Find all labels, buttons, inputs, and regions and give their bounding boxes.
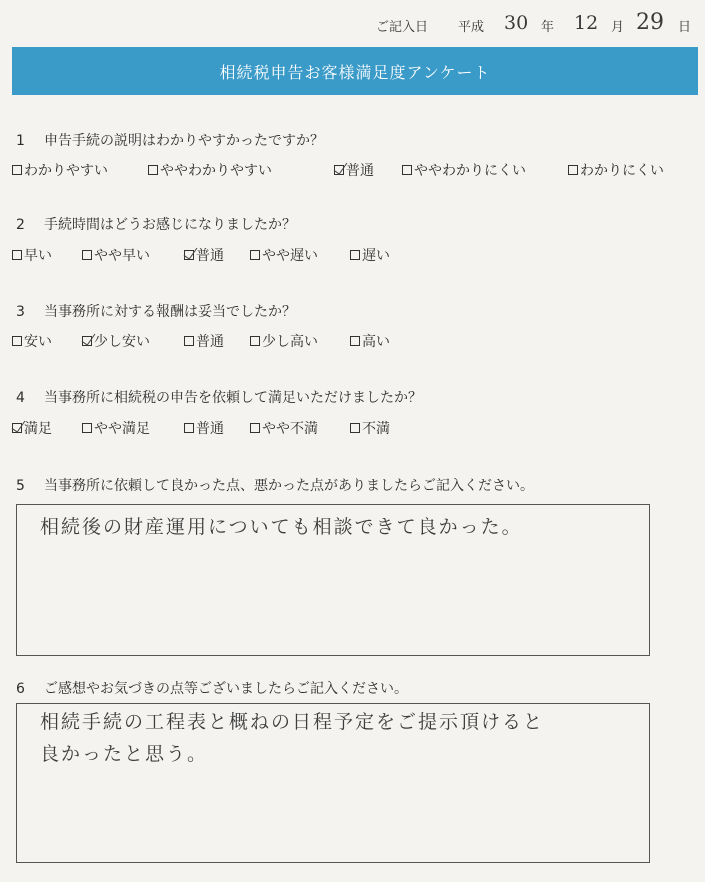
question-text: 当事務所に相続税の申告を依頼して満足いただけましたか？ xyxy=(44,390,422,406)
question-number: 1 xyxy=(16,133,25,149)
option-yaya-fuman[interactable] xyxy=(250,418,318,438)
answer-text-line-2: 良かったと思う。 xyxy=(40,743,209,765)
checkbox[interactable] xyxy=(12,336,22,346)
option-label: 普通 xyxy=(196,334,224,350)
entry-year: 30 xyxy=(504,12,529,34)
option-takai[interactable] xyxy=(350,331,390,351)
entry-date-label: ご記入日 xyxy=(376,20,429,35)
checkbox[interactable] xyxy=(82,250,92,260)
option-label: ややわかりやすい xyxy=(160,163,272,179)
checkbox[interactable] xyxy=(82,423,92,433)
option-label: ややわかりにくい xyxy=(414,163,526,179)
option-yasui[interactable] xyxy=(12,331,52,351)
month-unit: 月 xyxy=(611,20,625,35)
question-1 xyxy=(16,130,324,150)
bracket-left xyxy=(16,703,25,863)
option-label: 少し高い xyxy=(262,334,318,350)
option-label: 普通 xyxy=(346,163,374,179)
option-label: 普通 xyxy=(196,421,224,437)
checkbox[interactable] xyxy=(402,165,412,175)
era-label: 平成 xyxy=(458,20,485,35)
question-number: 2 xyxy=(16,217,25,233)
option-futsu[interactable] xyxy=(184,418,224,438)
checkbox[interactable] xyxy=(350,250,360,260)
option-label: 安い xyxy=(24,334,52,350)
option-sukoshi-yasui[interactable] xyxy=(82,331,150,351)
question-number: 3 xyxy=(16,304,25,320)
question-2 xyxy=(16,214,296,234)
bracket-right xyxy=(641,504,650,656)
year-unit: 年 xyxy=(541,20,555,35)
question-text: 当事務所に依頼して良かった点、悪かった点がありましたらご記入ください。 xyxy=(44,478,534,494)
checkbox[interactable] xyxy=(12,250,22,260)
option-yaya-wakarinikui[interactable] xyxy=(402,160,526,180)
checkbox[interactable] xyxy=(250,250,260,260)
question-number: 5 xyxy=(16,478,25,494)
bracket-left xyxy=(16,504,25,656)
checkbox[interactable] xyxy=(12,165,22,175)
option-yaya-osoi[interactable] xyxy=(250,245,318,265)
checkbox[interactable] xyxy=(568,165,578,175)
option-label: やや不満 xyxy=(262,421,318,437)
option-fuman[interactable] xyxy=(350,418,390,438)
entry-date xyxy=(366,10,696,38)
question-5 xyxy=(16,475,534,495)
question-number: 4 xyxy=(16,390,25,406)
question-text: 手続時間はどうお感じになりましたか？ xyxy=(44,217,296,233)
option-label: わかりやすい xyxy=(24,163,108,179)
checkbox[interactable] xyxy=(184,336,194,346)
option-label: やや満足 xyxy=(94,421,150,437)
answer-text-line-1: 相続手続の工程表と概ねの日程予定をご提示頂けると xyxy=(40,711,545,733)
checkbox[interactable] xyxy=(350,336,360,346)
question-text: 申告手続の説明はわかりやすかったですか？ xyxy=(44,133,324,149)
day-unit: 日 xyxy=(678,20,692,35)
checkbox-checked[interactable] xyxy=(334,165,344,175)
option-yaya-hayai[interactable] xyxy=(82,245,150,265)
question-4 xyxy=(16,387,422,407)
checkbox[interactable] xyxy=(250,423,260,433)
question-text: ご感想やお気づきの点等ございましたらご記入ください。 xyxy=(44,681,408,697)
option-futsu[interactable] xyxy=(184,245,224,265)
option-label: 満足 xyxy=(24,421,52,437)
option-label: 不満 xyxy=(362,421,390,437)
option-label: やや早い xyxy=(94,248,150,264)
option-wakarinikui[interactable] xyxy=(568,160,664,180)
option-manzoku[interactable] xyxy=(12,418,52,438)
option-hayai[interactable] xyxy=(12,245,52,265)
option-label: 少し安い xyxy=(94,334,150,350)
option-label: わかりにくい xyxy=(580,163,664,179)
checkbox-checked[interactable] xyxy=(12,423,22,433)
option-sukoshi-takai[interactable] xyxy=(250,331,318,351)
checkbox[interactable] xyxy=(350,423,360,433)
survey-title-banner xyxy=(12,47,698,95)
checkbox-checked[interactable] xyxy=(184,250,194,260)
entry-day: 29 xyxy=(636,10,664,35)
option-futsu[interactable] xyxy=(334,160,374,180)
option-futsu[interactable] xyxy=(184,331,224,351)
option-label: 高い xyxy=(362,334,390,350)
question-3 xyxy=(16,301,296,321)
option-yaya-wakariyasui[interactable] xyxy=(148,160,272,180)
survey-title: 相続税申告お客様満足度アンケート xyxy=(219,62,491,82)
answer-text: 相続後の財産運用についても相談できて良かった。 xyxy=(40,516,523,538)
answer-box-good-bad-points[interactable] xyxy=(18,504,648,656)
option-osoi[interactable] xyxy=(350,245,390,265)
option-wakariyasui[interactable] xyxy=(12,160,108,180)
question-6 xyxy=(16,678,408,698)
option-yaya-manzoku[interactable] xyxy=(82,418,150,438)
option-label: 普通 xyxy=(196,248,224,264)
answer-box-impressions[interactable] xyxy=(18,703,648,863)
question-number: 6 xyxy=(16,681,25,697)
entry-month: 12 xyxy=(574,12,599,34)
bracket-right xyxy=(641,703,650,863)
option-label: 遅い xyxy=(362,248,390,264)
question-text: 当事務所に対する報酬は妥当でしたか？ xyxy=(44,304,296,320)
checkbox[interactable] xyxy=(250,336,260,346)
option-label: 早い xyxy=(24,248,52,264)
option-label: やや遅い xyxy=(262,248,318,264)
checkbox-checked[interactable] xyxy=(82,336,92,346)
checkbox[interactable] xyxy=(148,165,158,175)
checkbox[interactable] xyxy=(184,423,194,433)
